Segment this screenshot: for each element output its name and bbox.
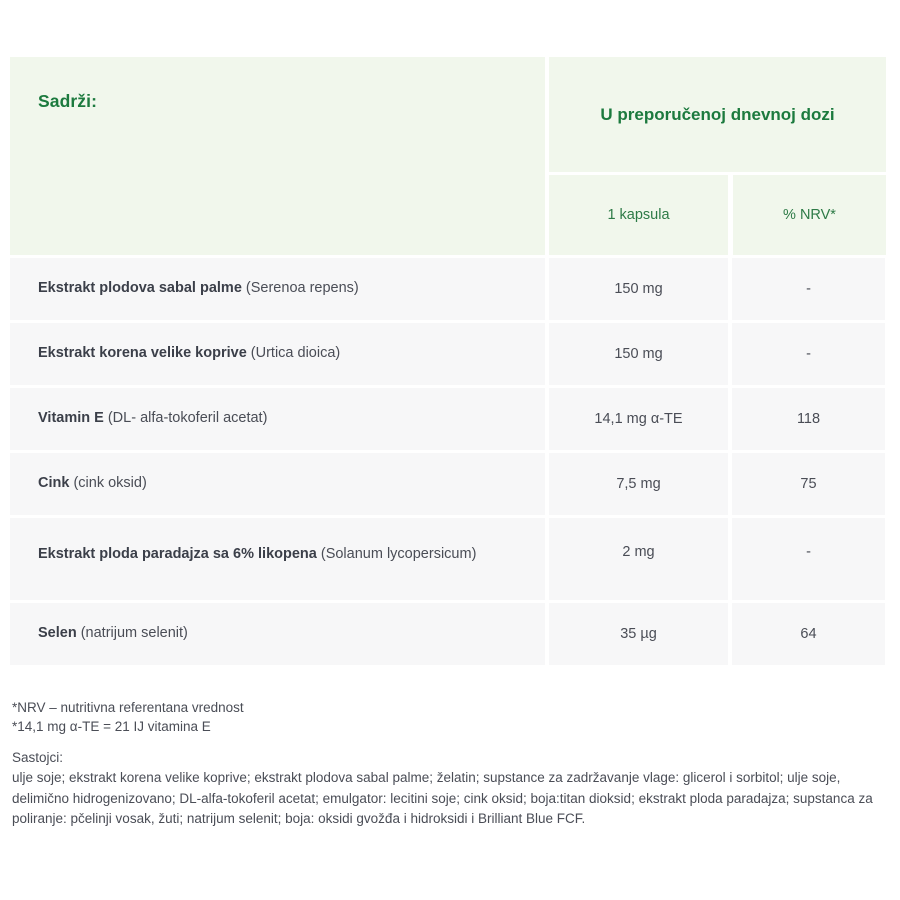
table-row xyxy=(10,603,886,665)
row-dose-cell xyxy=(549,258,728,320)
row-nrv-cell xyxy=(732,258,885,320)
row-dose-text: 7,5 mg xyxy=(616,476,661,492)
header-label-contains: Sadrži: xyxy=(38,91,98,111)
row-name-cell xyxy=(10,603,545,665)
row-nrv-text: - xyxy=(806,544,811,560)
ingredients-body: ulje soje; ekstrakt korena velike koprive; ekstrakt plodova sabal palme; želatin; supstance za zadržavanje vlage: glicerol i sorbitol; ulje soje, delimično hidrogenizovano; DL-alfa-tokoferil acetat; emulgator: lecitini soje; cink oksid; boja:titan dioksid; ekstrakt ploda paradajza; supstanca za poliranje: pčelinji vosak, žuti; natrijum selenit; boja: oksidi gvožđa i hidroksidi i Brilliant Blue FCF. xyxy=(12,770,873,826)
supplement-facts-table xyxy=(10,57,886,665)
footnotes xyxy=(12,698,882,736)
row-name-latin: (Solanum lycopersicum) xyxy=(316,546,477,562)
row-dose-cell xyxy=(549,388,728,450)
row-nrv-cell xyxy=(732,603,885,665)
row-name-cell xyxy=(10,388,545,450)
table-row xyxy=(10,323,886,385)
row-dose-text: 150 mg xyxy=(614,346,663,362)
table-header xyxy=(10,57,886,255)
row-name-text xyxy=(38,471,147,496)
row-nrv-text: 75 xyxy=(800,476,817,492)
row-name-bold: Cink xyxy=(38,475,70,492)
table-row xyxy=(10,518,886,600)
row-name-text xyxy=(38,276,359,301)
row-name-bold: Ekstrakt ploda paradajza sa 6% likopena xyxy=(38,546,317,562)
header-cell-nrv xyxy=(733,175,886,255)
footnote-nrv: *NRV – nutritivna referentana vrednost xyxy=(12,700,244,715)
header-right-group xyxy=(549,57,886,255)
row-nrv-cell xyxy=(732,388,885,450)
row-nrv-cell xyxy=(732,323,885,385)
ingredients-title: Sastojci: xyxy=(12,750,64,765)
row-name-latin: (Urtica dioica) xyxy=(246,345,341,362)
table-body xyxy=(10,258,886,665)
row-nrv-text: 118 xyxy=(796,411,821,427)
row-name-bold: Ekstrakt plodova sabal palme xyxy=(38,280,242,297)
row-nrv-text: 64 xyxy=(800,626,817,642)
row-name-bold: Vitamin E xyxy=(38,410,104,427)
table-row xyxy=(10,388,886,450)
header-label-daily-dose: U preporučenoj dnevnoj dozi xyxy=(600,104,835,124)
header-label-per-capsule: 1 kapsula xyxy=(607,207,670,223)
table-row xyxy=(10,453,886,515)
row-dose-text: 14,1 mg α-TE xyxy=(594,411,683,427)
row-name-latin: (cink oksid) xyxy=(69,475,147,492)
header-cell-contains xyxy=(10,57,545,255)
row-dose-cell xyxy=(549,603,728,665)
row-name-text xyxy=(38,406,267,431)
header-subcolumns xyxy=(549,175,886,255)
row-name-cell xyxy=(10,453,545,515)
row-dose-cell xyxy=(549,323,728,385)
header-label-nrv: % NRV* xyxy=(783,207,836,223)
row-name-text xyxy=(38,341,340,366)
table-row xyxy=(10,258,886,320)
row-name-cell xyxy=(10,323,545,385)
row-dose-text: 150 mg xyxy=(614,281,663,297)
row-nrv-cell xyxy=(732,518,885,600)
row-name-bold: Ekstrakt korena velike koprive xyxy=(38,345,247,362)
row-name-latin: (DL- alfa-tokoferil acetat) xyxy=(103,410,268,427)
row-dose-cell xyxy=(549,453,728,515)
row-nrv-text: - xyxy=(806,281,811,297)
row-dose-cell xyxy=(549,518,728,600)
row-name-text xyxy=(38,542,476,567)
ingredients-section xyxy=(12,748,890,829)
row-nrv-text: - xyxy=(806,346,811,362)
row-name-latin: (natrijum selenit) xyxy=(76,625,188,642)
footnote-vitamin-e: *14,1 mg α-TE = 21 IJ vitamina E xyxy=(12,719,211,735)
row-name-bold: Selen xyxy=(38,625,77,642)
row-name-latin: (Serenoa repens) xyxy=(241,280,359,297)
header-cell-per-capsule xyxy=(549,175,728,255)
row-dose-text: 2 mg xyxy=(622,544,655,560)
row-name-cell xyxy=(10,258,545,320)
row-dose-text: 35 µg xyxy=(620,626,657,642)
header-cell-daily-dose xyxy=(549,57,886,172)
row-nrv-cell xyxy=(732,453,885,515)
row-name-cell xyxy=(10,518,545,600)
row-name-text xyxy=(38,621,188,646)
